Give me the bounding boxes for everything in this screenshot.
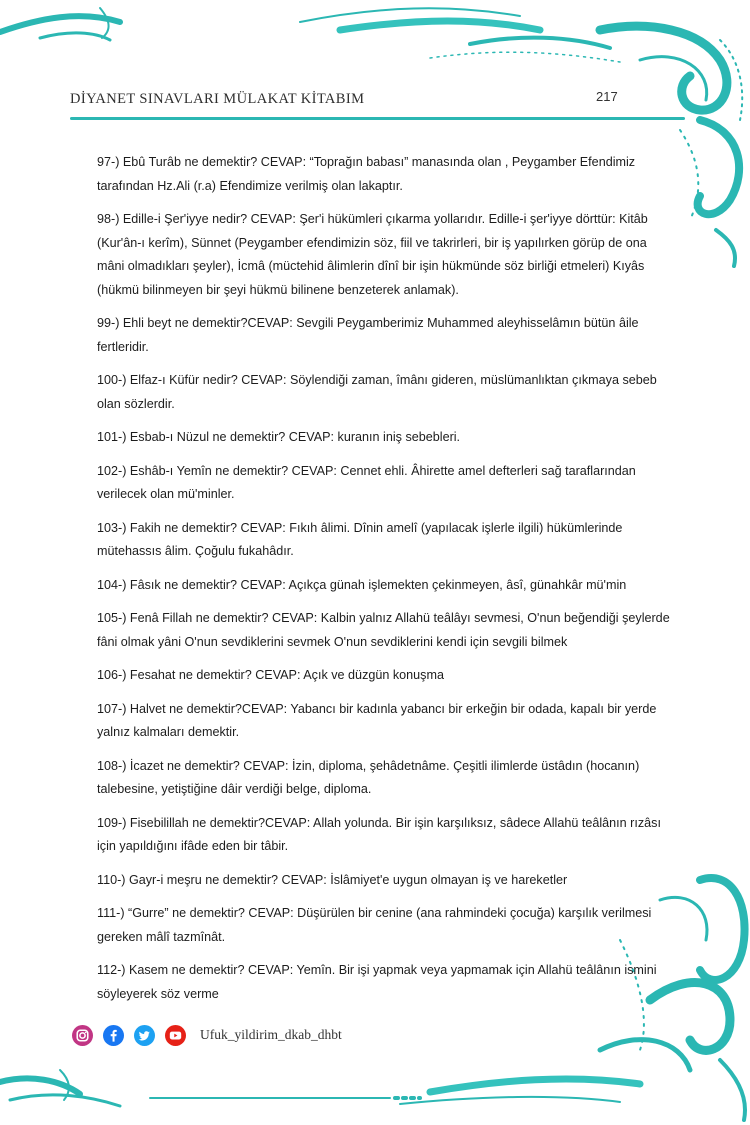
- youtube-icon[interactable]: [165, 1025, 186, 1046]
- twitter-icon[interactable]: [134, 1025, 155, 1046]
- qa-item-98: 98-) Edille-i Şer'iyye nedir? CEVAP: Şer'i hükümleri çıkarma yollarıdır. Edille-i şer'iyye dörttür: Kitâb (Kur'ân-ı kerîm), Sünnet (Peygamber efendimizin söz, fiil ve takrirleri, bir iş yapılırken görüp de ona mâni olmadıkları şeyler), İcmâ (müctehid âlimlerin dînî bir işin hükmünde söz birliği etmeleri) Kıyâs (hükmü bilinmeyen bir şeyi hükmü bilinene benzeterek anlamak).: [97, 212, 648, 297]
- qa-item-105: 105-) Fenâ Fillah ne demektir? CEVAP: Kalbin yalnız Allahü teâlâyı sevmesi, O'nun beğendiği şeylerde fâni olmak yâni O'nun sevdiklerini sevmek O'nun sevdiklerini kendi için sevgili bilmek: [97, 611, 670, 649]
- qa-item-102: 102-) Eshâb-ı Yemîn ne demektir? CEVAP: Cennet ehli. Âhirette amel defterleri sağ taraflarından verilecek olan mü'minler.: [97, 463, 636, 501]
- qa-list: [97, 151, 677, 1016]
- qa-item-104: 104-) Fâsık ne demektir? CEVAP: Açıkça günah işlemekten çekinmeyen, âsî, günahkâr mü'min: [97, 577, 627, 592]
- qa-item-108: 108-) İcazet ne demektir? CEVAP: İzin, diploma, şehâdetnâme. Çeşitli ilimlerde üstâdın (hocanın) talebesine, yetiştiğine dâir verdiği belge, diploma.: [97, 758, 640, 796]
- instagram-icon[interactable]: [72, 1025, 93, 1046]
- qa-item-97: 97-) Ebû Turâb ne demektir? CEVAP: “Toprağın babası” manasında olan , Peygamber Efendimiz tarafından Hz.Ali (r.a) Efendimize verilmiş olan lakaptır.: [97, 155, 636, 193]
- qa-item-109: 109-) Fisebilillah ne demektir?CEVAP: Allah yolunda. Bir işin karşılıksız, sâdece Allahü teâlânın rızâsı için yapıldığını ifâde eden bir tâbir.: [97, 815, 661, 853]
- book-title: DİYANET SINAVLARI MÜLAKAT KİTABIM: [70, 91, 365, 107]
- qa-item-99: 99-) Ehli beyt ne demektir?CEVAP: Sevgili Peygamberimiz Muhammed aleyhisselâmın bütün âile fertleridir.: [97, 316, 639, 354]
- header-divider: [70, 117, 685, 120]
- qa-item-106: 106-) Fesahat ne demektir? CEVAP: Açık ve düzgün konuşma: [97, 668, 444, 682]
- qa-item-111: 111-) “Gurre” ne demektir? CEVAP: Düşürülen bir cenine (ana rahmindeki çocuğa) karşılık verilmesi gereken mâlî tazmînât.: [97, 906, 652, 944]
- page-number: 217: [596, 89, 618, 104]
- qa-item-107: 107-) Halvet ne demektir?CEVAP: Yabancı bir kadınla yabancı bir erkeğin bir odada, kapalı bir yerde yalnız kalmaları demektir.: [97, 701, 657, 739]
- facebook-icon[interactable]: [103, 1025, 124, 1046]
- qa-item-103: 103-) Fakih ne demektir? CEVAP: Fıkıh âlimi. Dînin amelî (yapılacak işlerle ilgili) hükümlerinde mütehassıs âlim. Çoğulu fukahâdır.: [97, 520, 623, 558]
- footer-social: [72, 1024, 342, 1046]
- qa-item-110: 110-) Gayr-i meşru ne demektir? CEVAP: İslâmiyet'e uygun olmayan iş ve hareketler: [97, 872, 568, 887]
- qa-item-100: 100-) Elfaz-ı Küfür nedir? CEVAP: Söylendiği zaman, îmânı gideren, müslümanlıktan çıkmaya sebeb olan sözlerdir.: [97, 373, 657, 411]
- qa-item-101: 101-) Esbab-ı Nüzul ne demektir? CEVAP: kuranın iniş sebebleri.: [97, 430, 461, 444]
- social-handle: Ufuk_yildirim_dkab_dhbt: [200, 1027, 342, 1042]
- qa-item-112: 112-) Kasem ne demektir? CEVAP: Yemîn. Bir işi yapmak veya yapmamak için Allahü teâlânın ismini söyleyerek söz verme: [97, 963, 657, 1001]
